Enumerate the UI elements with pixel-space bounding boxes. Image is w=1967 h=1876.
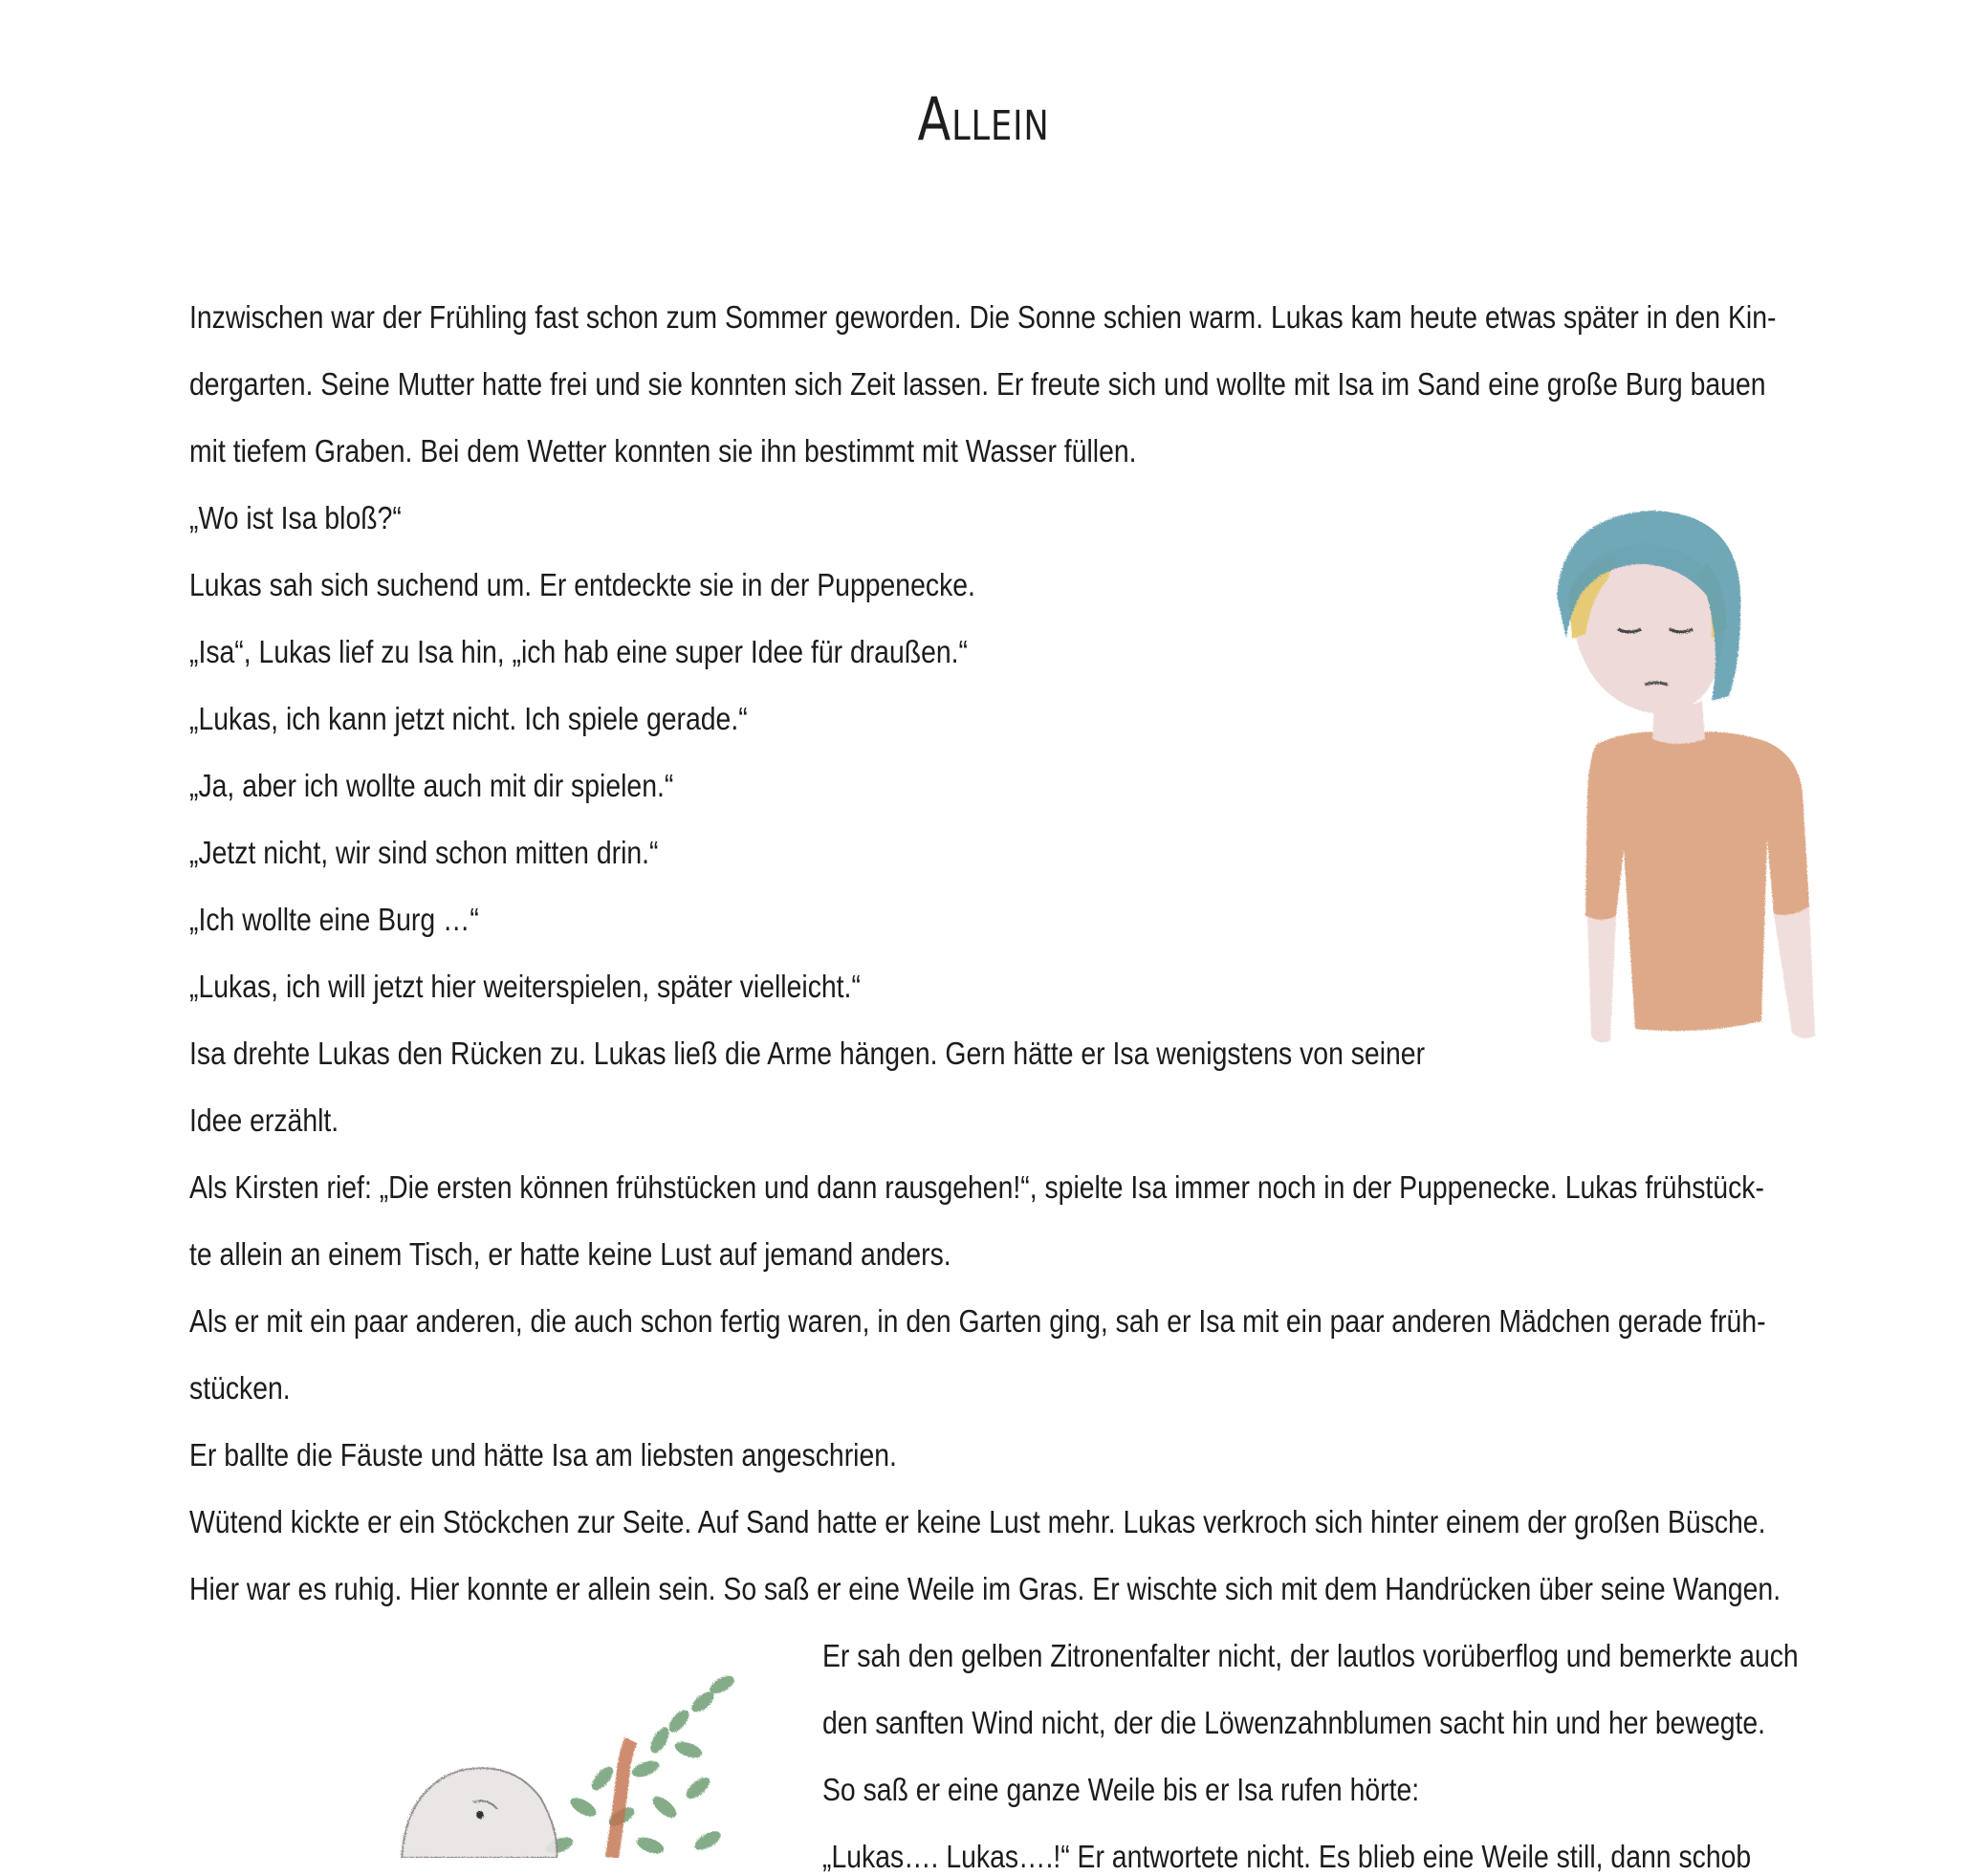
text-line: Als er mit ein paar anderen, die auch schon fertig waren, in den Garten ging, sah er Isa mit ein paar anderen Mädchen gerade früh- bbox=[189, 1303, 1766, 1339]
text-line: „Wo ist Isa bloß?“ bbox=[189, 500, 402, 535]
text-line: Er sah den gelben Zitronenfalter nicht, der lautlos vorüberflog und bemerkte auch bbox=[822, 1638, 1799, 1673]
shirt-shape bbox=[1585, 731, 1809, 1031]
text-line: „Ja, aber ich wollte auch mit dir spielen.“ bbox=[189, 768, 674, 803]
bush-stem bbox=[612, 1740, 631, 1858]
arm-right bbox=[1774, 906, 1815, 1038]
text-line: Er ballte die Fäuste und hätte Isa am liebsten angeschrien. bbox=[189, 1437, 897, 1472]
text-line: Inzwischen war der Frühling fast schon zum Sommer geworden. Die Sonne schien warm. Lukas kam heute etwas später in den Kin- bbox=[189, 299, 1777, 335]
text-line: den sanften Wind nicht, der die Löwenzahnblumen sacht hin und her bewegte. bbox=[822, 1705, 1766, 1740]
boy-illustration bbox=[1511, 505, 1855, 1079]
text-line: Lukas sah sich suchend um. Er entdeckte sie in der Puppenecke. bbox=[189, 567, 975, 602]
page-title: Allein bbox=[917, 84, 1050, 154]
text-line: te allein an einem Tisch, er hatte keine Lust auf jemand anders. bbox=[189, 1236, 951, 1272]
hedgehog-illustration bbox=[316, 1664, 813, 1858]
arm-left bbox=[1587, 916, 1616, 1042]
text-line: Idee erzählt. bbox=[189, 1102, 339, 1138]
text-line: „Lukas, ich kann jetzt nicht. Ich spiele gerade.“ bbox=[189, 701, 748, 736]
text-line: Als Kirsten rief: „Die ersten können frühstücken und dann rausgehen!“, spielte Isa immer noch in der Puppenecke. Lukas frühstück- bbox=[189, 1169, 1764, 1205]
text-line: dergarten. Seine Mutter hatte frei und sie konnten sich Zeit lassen. Er freute sich und wollte mit Isa im Sand eine große Burg bauen bbox=[189, 366, 1766, 402]
text-line: „Jetzt nicht, wir sind schon mitten drin.“ bbox=[189, 835, 659, 870]
hedgehog-eye bbox=[476, 1811, 484, 1819]
text-line: Isa drehte Lukas den Rücken zu. Lukas ließ die Arme hängen. Gern hätte er Isa wenigstens von seiner bbox=[189, 1036, 1426, 1071]
text-line: Wütend kickte er ein Stöckchen zur Seite. Auf Sand hatte er keine Lust mehr. Lukas verkroch sich hinter einem der großen Büsche. bbox=[189, 1504, 1766, 1539]
text-line: Hier war es ruhig. Hier konnte er allein sein. So saß er eine Weile im Gras. Er wischte sich mit dem Handrücken über seine Wangen. bbox=[189, 1571, 1781, 1606]
text-line: „Lukas…. Lukas….!“ Er antwortete nicht. Es blieb eine Weile still, dann schob bbox=[822, 1839, 1752, 1874]
text-line: stücken. bbox=[189, 1370, 291, 1406]
text-line: So saß er eine ganze Weile bis er Isa rufen hörte: bbox=[822, 1772, 1420, 1807]
text-line: „Lukas, ich will jetzt hier weiterspielen, später vielleicht.“ bbox=[189, 969, 861, 1004]
bush-leaves bbox=[544, 1672, 737, 1857]
text-line: „Isa“, Lukas lief zu Isa hin, „ich hab eine super Idee für draußen.“ bbox=[189, 634, 968, 669]
text-line: „Ich wollte eine Burg …“ bbox=[189, 902, 479, 937]
text-line: mit tiefem Graben. Bei dem Wetter konnten sie ihn bestimmt mit Wasser füllen. bbox=[189, 433, 1137, 469]
